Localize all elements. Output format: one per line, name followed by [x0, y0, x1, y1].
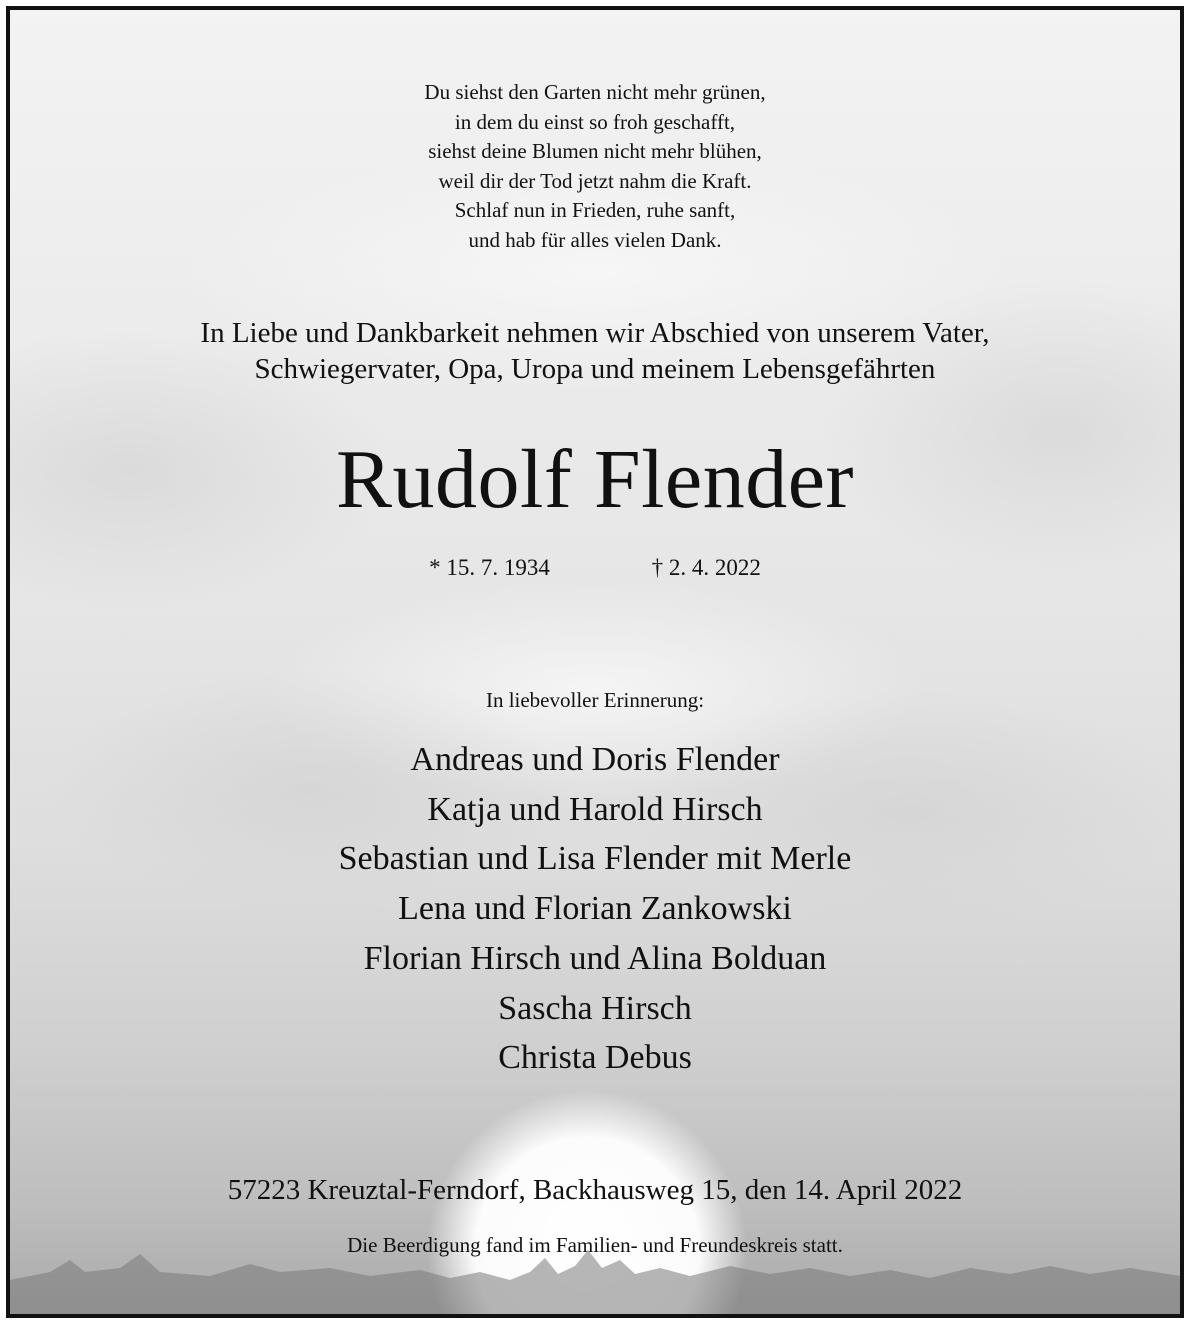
farewell-intro — [10, 315, 1180, 387]
mourner-entry: Andreas und Doris Flender — [410, 741, 780, 778]
deceased-name: Rudolf Flender — [336, 433, 854, 526]
poem-line: weil dir der Tod jetzt nahm die Kraft. — [438, 168, 752, 193]
birth-date: * 15. 7. 1934 — [429, 555, 550, 580]
obituary-notice — [6, 6, 1184, 1318]
notice-content — [10, 10, 1180, 1314]
remembrance-heading: In liebevoller Erinnerung: — [485, 688, 705, 712]
mourner-entry: Florian Hirsch und Alina Bolduan — [363, 939, 827, 977]
poem-line: Du siehst den Garten nicht mehr grünen, — [424, 80, 766, 104]
address-date-line: 57223 Kreuztal-Ferndorf, Backhausweg 15, den 14. April 2022 — [227, 1174, 963, 1206]
mourner-entry: Christa Debus — [498, 1039, 692, 1077]
mourner-entry: Sebastian und Lisa Flender mit Merle — [338, 840, 852, 878]
poem-line: siehst deine Blumen nicht mehr blühen, — [428, 139, 762, 163]
intro-line: In Liebe und Dankbarkeit nehmen wir Abschied von unserem Vater, — [200, 317, 990, 349]
memorial-poem — [10, 78, 1180, 255]
poem-line: in dem du einst so froh geschafft, — [454, 109, 736, 134]
mourner-entry: Katja und Harold Hirsch — [427, 790, 763, 828]
mourners-list — [10, 735, 1180, 1083]
funeral-note: Die Beerdigung fand im Familien- und Freundeskreis statt. — [347, 1233, 843, 1257]
mourner-entry: Lena und Florian Zankowski — [398, 890, 792, 928]
intro-line: Schwiegervater, Opa, Uropa und meinem Lebensgefährten — [254, 353, 936, 385]
mourner-entry: Sascha Hirsch — [498, 989, 692, 1027]
death-date: † 2. 4. 2022 — [651, 555, 761, 580]
poem-line: Schlaf nun in Frieden, ruhe sanft, — [454, 198, 736, 222]
poem-line: und hab für alles vielen Dank. — [468, 227, 722, 252]
life-dates — [10, 553, 1180, 583]
